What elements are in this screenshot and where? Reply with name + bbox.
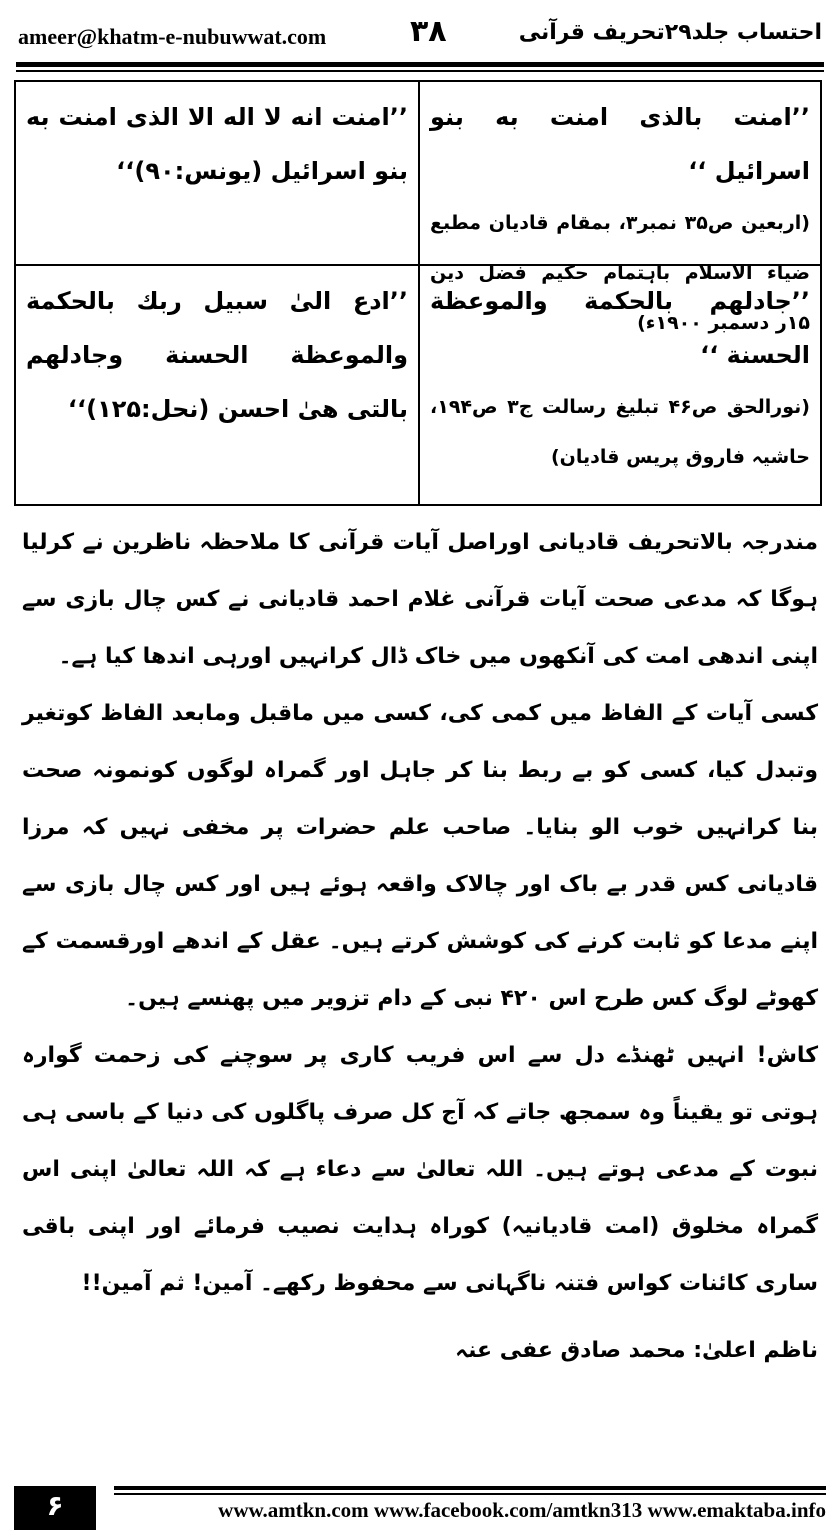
- page-header: [18, 10, 822, 58]
- header-rule-thick: [16, 62, 824, 67]
- distorted-quote: ’’امنت بالذی امنت به بنو اسرائیل ‘‘: [430, 103, 810, 185]
- header-rule-thin: [16, 70, 824, 72]
- original-quote: ’’ادع الیٰ سبیل ربك بالحکمة والموعظة الحسنة وجادلهم بالتی هیٰ احسن (نحل:۱۲۵)‘‘: [26, 287, 408, 423]
- page-number: ۳۸: [410, 14, 447, 49]
- book-title: احتساب جلد۲۹تحریف قرآنی: [518, 20, 822, 45]
- footer-links: www.amtkn.com www.facebook.com/amtkn313 www.emaktaba.info: [218, 1498, 826, 1522]
- table-cell-distorted-2: [418, 266, 820, 504]
- footer-number-box: ۶: [14, 1486, 96, 1530]
- comparison-table: [14, 80, 822, 506]
- paragraph: کسی آیات کے الفاظ میں کمی کی، کسی میں ماقبل ومابعد الفاظ کوتغیر وتبدل کیا، کسی کو بے ربط بنا کر جاہل اور گمراہ لوگوں کونمونہ صحت بنا کرانہیں خوب الو بنایا۔ صاحب علم حضرات پر مخفی نہیں کہ مرزا قادیانی کس قدر بے باک اور چالاک واقعہ ہوئے ہیں اور کس چال بازی سے اپنے مدعا کو ثابت کرنے کی کوشش کرتے ہیں۔ عقل کے اندھے اورقسمت کے کھوٹے لوگ کس طرح اس ۴۲۰ نبی کے دام تزویر میں پھنسے ہیں۔: [22, 701, 818, 1011]
- paragraph: مندرجہ بالاتحریف قادیانی اوراصل آیات قرآنی کا ملاحظہ ناظرین نے کرلیا ہوگا کہ مدعی صحت آیات قرآنی غلام احمد قادیانی نے کس چال بازی سے اپنی اندھی امت کی آنکھوں میں خاک ڈال کرانہیں اورہی اندھا کیا ہے۔: [22, 530, 818, 669]
- table-cell-original-1: [16, 82, 418, 266]
- signature: ناظم اعلیٰ: محمد صادق عفی عنہ: [455, 1338, 818, 1363]
- page-footer: [14, 1486, 826, 1530]
- original-quote: ’’امنت انه لا اله الا الذی امنت به بنو اسرائیل (یونس:۹۰)‘‘: [26, 103, 408, 185]
- paragraph: کاش! انہیں ٹھنڈے دل سے اس فریب کاری پر سوچنے کی زحمت گوارہ ہوتی تو یقیناً وہ سمجھ جاتے کہ آج کل صرف پاگلوں کی دنیا کے باسی ہی نبوت کے مدعی ہوتے ہیں۔ اللہ تعالیٰ سے دعاء ہے کہ اللہ تعالیٰ اپنی اس گمراہ مخلوق (امت قادیانیہ) کوراہ ہدایت نصیب فرمائے اور اپنی باقی ساری کائنات کواس فتنہ ناگہانی سے محفوظ رکھے۔ آمین! ثم آمین!!: [22, 1043, 818, 1296]
- header-email: ameer@khatm-e-nubuwwat.com: [18, 24, 327, 49]
- footer-rule-thick: [114, 1486, 826, 1490]
- footer-rule-thin: [114, 1493, 826, 1495]
- table-cell-original-2: [16, 266, 418, 504]
- distorted-reference: (اربعین ص۳۵ نمبر۳، بمقام قادیان مطبع ضیاء الاسلام باہتمام حکیم فضل دین ۱۵ر دسمبر ۱۹۰۰ء): [430, 212, 810, 334]
- distorted-reference: (نورالحق ص۴۶ تبلیغ رسالت ج۳ ص۱۹۴، حاشیہ فاروق پریس قادیان): [430, 396, 810, 468]
- body-text: [22, 514, 818, 1379]
- distorted-quote: ’’جادلهم بالحکمة والموعظة الحسنة ‘‘: [430, 287, 810, 369]
